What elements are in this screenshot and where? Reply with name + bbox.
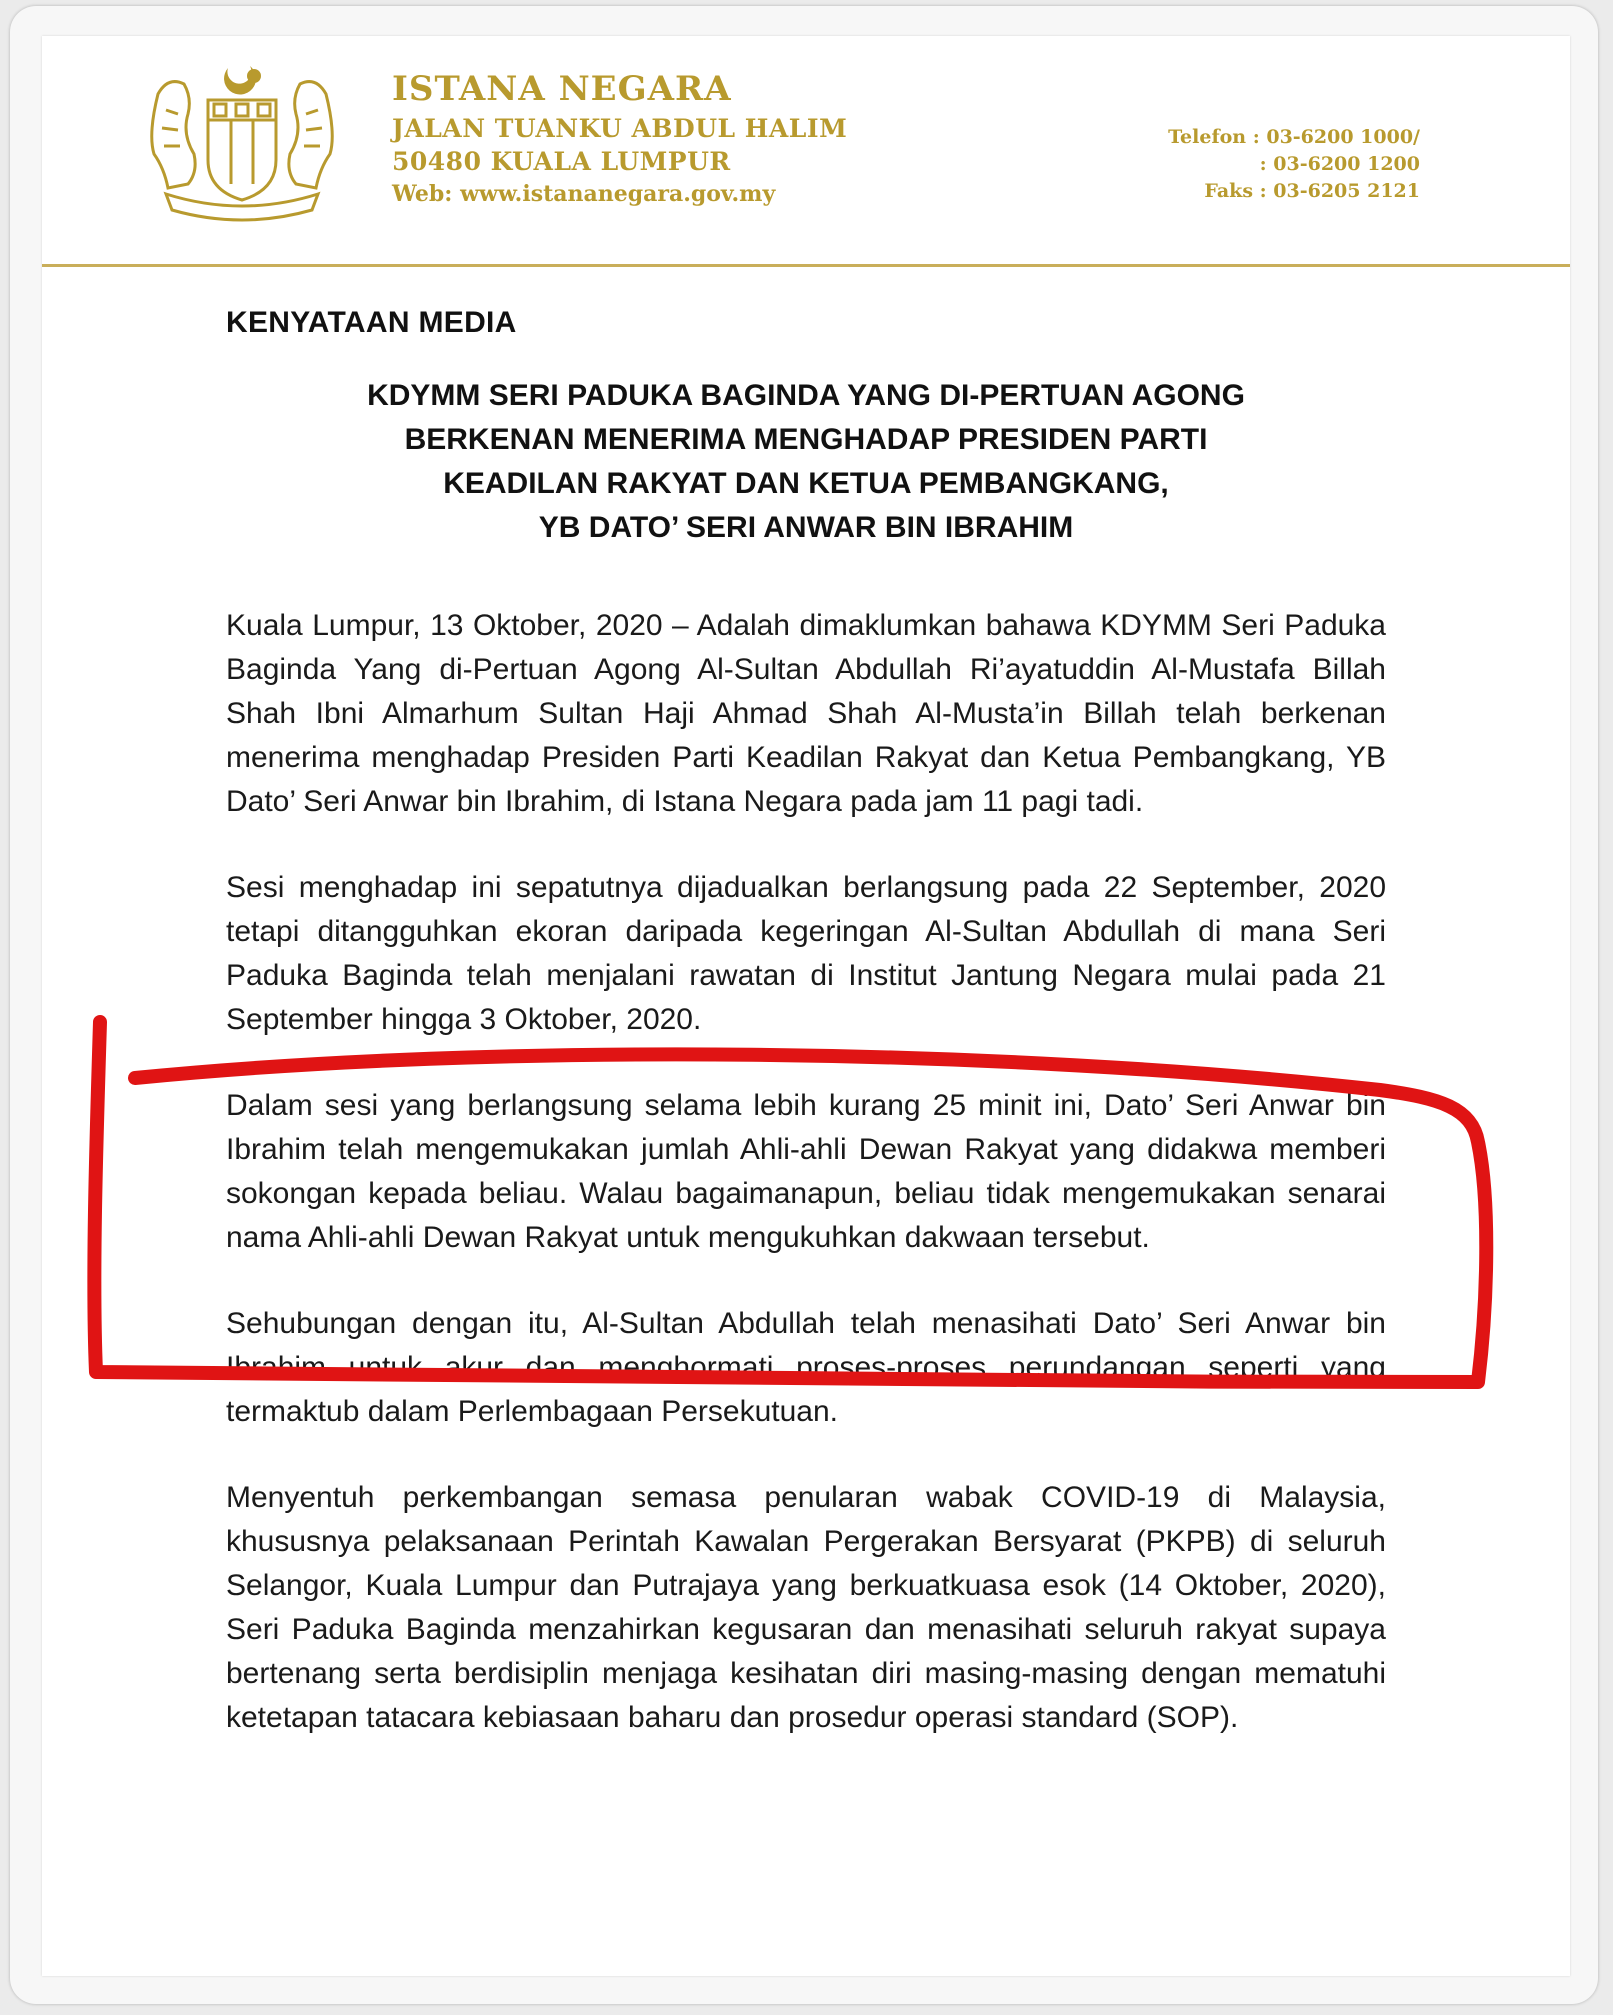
letterhead-name: ISTANA NEGARA (392, 69, 732, 109)
document-body (226, 306, 1386, 1782)
paragraph-4: Sehubungan dengan itu, Al-Sultan Abdullah telah menasihati Dato’ Seri Anwar bin Ibrahim untuk akur dan menghormati proses-proses perundangan seperti yang termaktub dalam Perlembagaan Persekutuan. (226, 1307, 1386, 1428)
phone-line-1: Telefon : 03-6200 1000/ (1168, 126, 1420, 148)
paragraph-2: Sesi menghadap ini sepatutnya dijadualkan berlangsung pada 22 September, 2020 tetapi ditangguhkan ekoran daripada kegeringan Al-Sultan Abdullah di mana Seri Paduka Baginda telah menjalani rawatan di Institut Jantung Negara mulai pada 21 September hingga 3 Oktober, 2020. (226, 871, 1386, 1036)
document-page (42, 36, 1570, 1976)
document-heading: KENYATAAN MEDIA (226, 306, 517, 339)
paragraph-5: Menyentuh perkembangan semasa penularan wabak COVID-19 di Malaysia, khususnya pelaksanaan Perintah Kawalan Pergerakan Bersyarat (PKPB) di seluruh Selangor, Kuala Lumpur dan Putrajaya yang berkuatkuasa esok (14 Oktober, 2020), Seri Paduka Baginda menzahirkan kegusaran dan menasihati seluruh rakyat supaya bertenang serta berdisiplin menjaga kesihatan diri masing-masing dengan mematuhi ketetapan tatacara kebiasaan baharu dan prosedur operasi standard (SOP). (226, 1481, 1386, 1734)
title-line-2: BERKENAN MENERIMA MENGHADAP PRESIDEN PARTI (404, 423, 1208, 456)
phone-line-2: : 03-6200 1200 (1259, 153, 1420, 175)
letterhead-address-line1: JALAN TUANKU ABDUL HALIM (392, 114, 848, 143)
paragraph-3: Dalam sesi yang berlangsung selama lebih kurang 25 minit ini, Dato’ Seri Anwar bin Ibrahim telah mengemukakan jumlah Ahli-ahli Dewan Rakyat yang didakwa memberi sokongan kepada beliau. Walau bagaimanapun, beliau tidak mengemukakan senarai nama Ahli-ahli Dewan Rakyat untuk mengukuhkan dakwaan tersebut. (226, 1089, 1386, 1254)
letterhead-address-line2: 50480 KUALA LUMPUR (392, 147, 731, 176)
title-line-1: KDYMM SERI PADUKA BAGINDA YANG DI-PERTUAN AGONG (367, 379, 1245, 412)
letterhead (392, 66, 847, 210)
paragraph-1: Kuala Lumpur, 13 Oktober, 2020 – Adalah dimaklumkan bahawa KDYMM Seri Paduka Baginda Yang di-Pertuan Agong Al-Sultan Abdullah Ri’ayatuddin Al-Mustafa Billah Shah Ibni Almarhum Sultan Haji Ahmad Shah Al-Musta’in Billah telah berkenan menerima menghadap Presiden Parti Keadilan Rakyat dan Ketua Pembangkang, YB Dato’ Seri Anwar bin Ibrahim, di Istana Negara pada jam 11 pagi tadi. (226, 609, 1386, 818)
letterhead-web: Web: www.istananegara.gov.my (392, 181, 776, 207)
contact-block (1168, 124, 1420, 205)
document-title (226, 374, 1386, 550)
royal-coat-of-arms-icon (136, 54, 348, 222)
fax-line: Faks : 03-6205 2121 (1204, 180, 1420, 202)
title-line-4: YB DATO’ SERI ANWAR BIN IBRAHIM (538, 511, 1074, 544)
letterhead-divider (42, 264, 1570, 267)
title-line-3: KEADILAN RAKYAT DAN KETUA PEMBANGKANG, (443, 467, 1169, 500)
